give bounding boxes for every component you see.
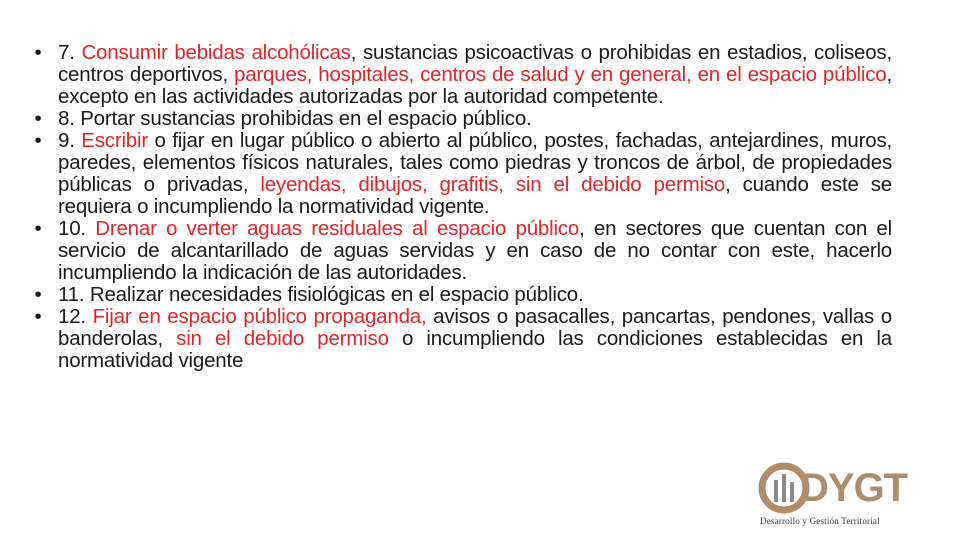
item-text: 12. [58, 305, 93, 328]
item-text: , sustancias psicoactivas o prohibidas en estadios, coliseos, centros deportivos, [58, 41, 892, 86]
item-text: 8. Portar sustancias prohibidas en el espacio público. [58, 107, 532, 130]
logo-wordmark: DYGT [800, 466, 908, 510]
item-text: , excepto en las actividades autorizadas por la autoridad competente. [58, 63, 892, 108]
bullet-icon: • [34, 305, 42, 328]
bullet-icon: • [34, 283, 42, 306]
highlighted-text: Consumir bebidas alcohólicas [81, 41, 351, 64]
highlighted-text: Escribir [81, 129, 148, 152]
highlighted-text: Drenar o verter aguas residuales al espacio público [95, 217, 580, 240]
highlighted-text: Fijar en espacio público propaganda, [92, 305, 427, 328]
bullet-icon: • [34, 129, 42, 152]
item-text: 7. [58, 41, 82, 64]
item-text: 9. [58, 129, 82, 152]
item-text: , en sectores que cuentan con el servicio de alcantarillado de aguas servidas y en caso de no contar con este, hacerlo incumpliendo la indicación de las autoridades. [58, 217, 892, 284]
item-text: avisos o pasacalles, pancartas, pendones, vallas o banderolas, [58, 305, 892, 350]
list-item [28, 130, 892, 218]
bullet-icon: • [34, 41, 42, 64]
list-item [28, 284, 892, 306]
item-text: o incumpliendo las condiciones establecidas en la normatividad vigente [58, 327, 892, 372]
item-text: 10. [58, 217, 96, 240]
item-text: , cuando este se requiera o incumpliendo la normatividad vigente. [58, 173, 892, 218]
highlighted-text: leyendas, dibujos, grafitis, sin el debido permiso [260, 173, 726, 196]
item-text: 11. Realizar necesidades fisiológicas en el espacio público. [58, 283, 584, 306]
list-item [28, 42, 892, 108]
infraction-list [28, 42, 892, 372]
highlighted-text: parques, hospitales, centros de salud y en general, en el espacio público [234, 63, 887, 86]
list-item [28, 306, 892, 372]
highlighted-text: sin el debido permiso [176, 327, 389, 350]
list-item [28, 108, 892, 130]
bullet-icon: • [34, 217, 42, 240]
logo-subtitle: Desarrollo y Gestión Territorial [760, 516, 880, 526]
list-item [28, 218, 892, 284]
bullet-icon: • [34, 107, 42, 130]
item-text: o fijar en lugar público o abierto al público, postes, fachadas, antejardines, muros, paredes, elementos físicos naturales, tales como piedras y troncos de árbol, de propiedades públicas o privadas, [58, 129, 892, 196]
